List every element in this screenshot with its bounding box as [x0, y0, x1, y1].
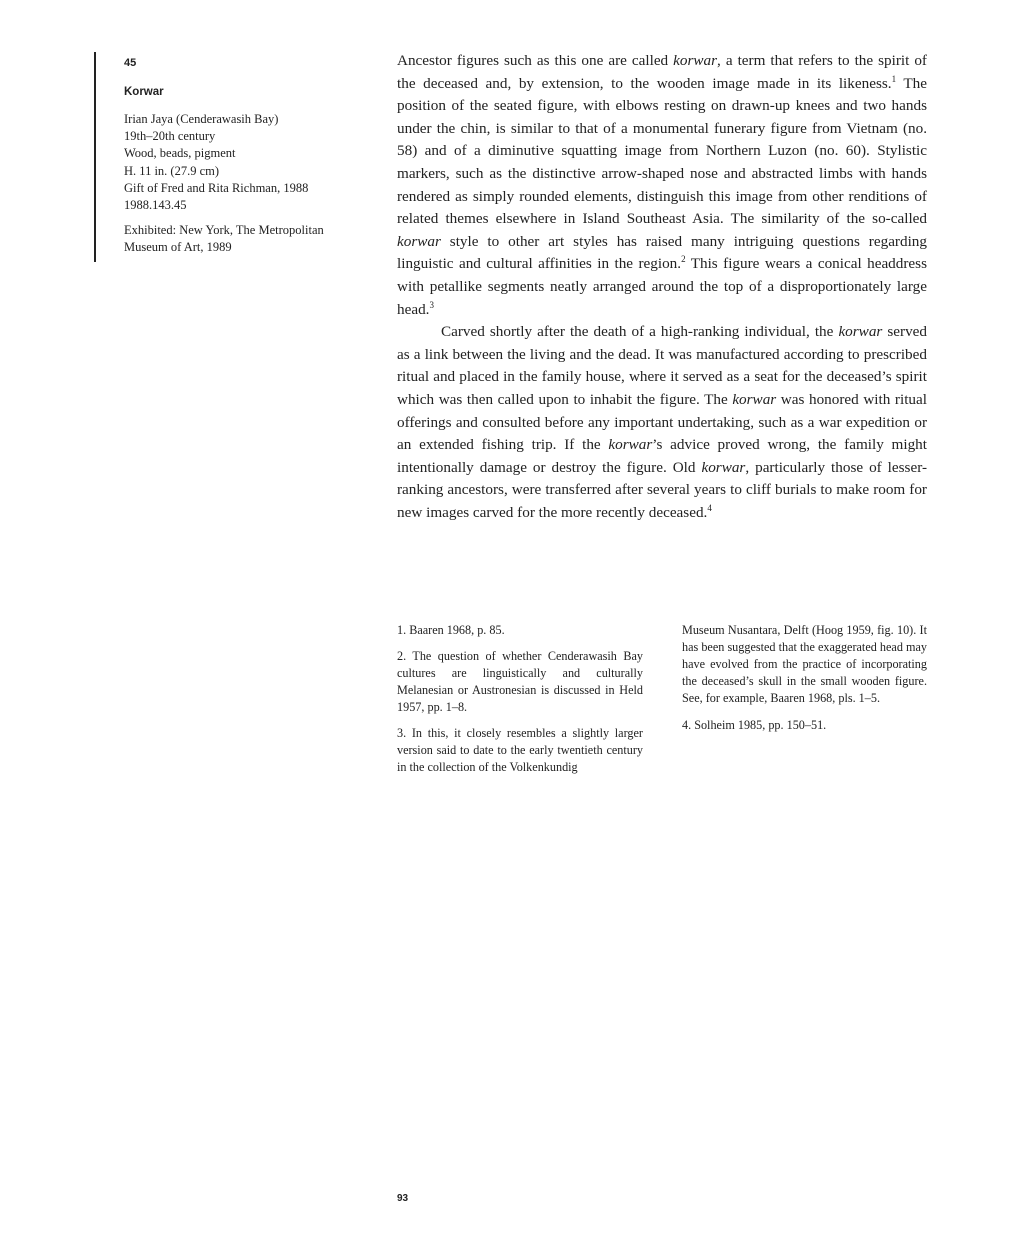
dimensions-line: H. 11 in. (27.9 cm): [124, 163, 220, 178]
credit-line: Gift of Fred and Rita Richman, 1988: [124, 180, 309, 195]
footnote-ref: 3: [429, 299, 434, 310]
margin-rule: [94, 52, 96, 262]
footnote: 3. In this, it closely resembles a slightly larger version said to date to the early twentieth century in the collection of the Volkenkundig: [397, 726, 643, 774]
footnote: 2. The question of whether Cenderawasih Bay cultures are linguistically and culturally Melanesian or Austronesian is discussed in Held 1957, pp. 1–8.: [397, 649, 643, 714]
page-number: 93: [397, 1193, 409, 1204]
exhibited-line: Exhibited: New York, The Metropolitan: [124, 223, 324, 238]
catalogue-entry-header: [124, 56, 364, 257]
footnote-ref: 4: [707, 502, 712, 513]
essay-paragraph: Ancestor figures such as this one are called korwar, a term that refers to the spirit of the deceased and, by extension, to the wooden image made in its likeness.$^1$ The position of the seated figure, with elbows resting on drawn-up knees and two hands under the chin, is similar to that of a monumental funerary figure from Vietnam (no. 58) and of a diminutive squatting image from Northern Luzon (no. 60). Stylistic markers, such as the distinctive arrow-shaped nose and abstracted limbs with hands rendered as simply rounded elements, distinguish this image from other renditions of related themes elsewhere in Island Southeast Asia. The similarity of the so-called korwar style to other art styles has raised many intriguing questions regarding linguistic and cultural affinities in the region.$^2$ This figure wears a conical headdress with petallike segments neatly arranged around the top of a disproportionately large head.$^3$: [397, 52, 927, 318]
term-korwar: korwar: [397, 232, 441, 250]
exhibited-line: Museum of Art, 1989: [124, 240, 232, 255]
notes-column-right: [682, 622, 927, 743]
term-korwar: korwar: [673, 52, 718, 69]
term-korwar: korwar: [838, 323, 883, 341]
term-korwar: korwar: [701, 458, 746, 476]
footnote-ref: 1: [891, 73, 897, 84]
provenance-line: Irian Jaya (Cenderawasih Bay): [124, 112, 279, 126]
catalogue-number: 45: [124, 57, 137, 69]
footnote: 4. Solheim 1985, pp. 150–51.: [682, 718, 827, 732]
essay-body: [397, 50, 927, 524]
entry-title: Korwar: [124, 86, 164, 98]
accession-number: 1988.143.45: [124, 198, 187, 213]
notes-column-left: [397, 622, 643, 785]
essay-paragraph: Carved shortly after the death of a high-ranking individual, the korwar served as a link between the living and the dead. It was manufactured according to prescribed ritual and placed in the family house, where it served as a seat for the deceased’s spirit which was then called upon to inhabit the figure. The korwar was honored with ritual offerings and consulted before any important undertaking, such as a war expedition or an extended fishing trip. If the korwar’s advice proved wrong, the family might intentionally damage or destroy the figure. Old korwar, particularly those of lesser-ranking ancestors, were transferred after several years to cliff burials to make room for new images carved for the more recently deceased.$^4$: [397, 323, 928, 521]
term-korwar: korwar: [732, 390, 777, 408]
footnote: 1. Baaren 1968, p. 85.: [397, 623, 505, 637]
date-line: 19th–20th century: [124, 129, 216, 144]
footnote-continuation: Museum Nusantara, Delft (Hoog 1959, fig. 10). It has been suggested that the exaggerated head may have evolved from the practice of incorporating the deceased’s skull in the small wooden figure. See, for example, Baaren 1968, pls. 1–5.: [682, 623, 927, 705]
medium-line: Wood, beads, pigment: [124, 146, 236, 161]
term-korwar: korwar: [608, 436, 653, 454]
object-details: [124, 111, 364, 214]
footnote-ref: 2: [681, 254, 686, 265]
exhibition-history: [124, 222, 364, 256]
